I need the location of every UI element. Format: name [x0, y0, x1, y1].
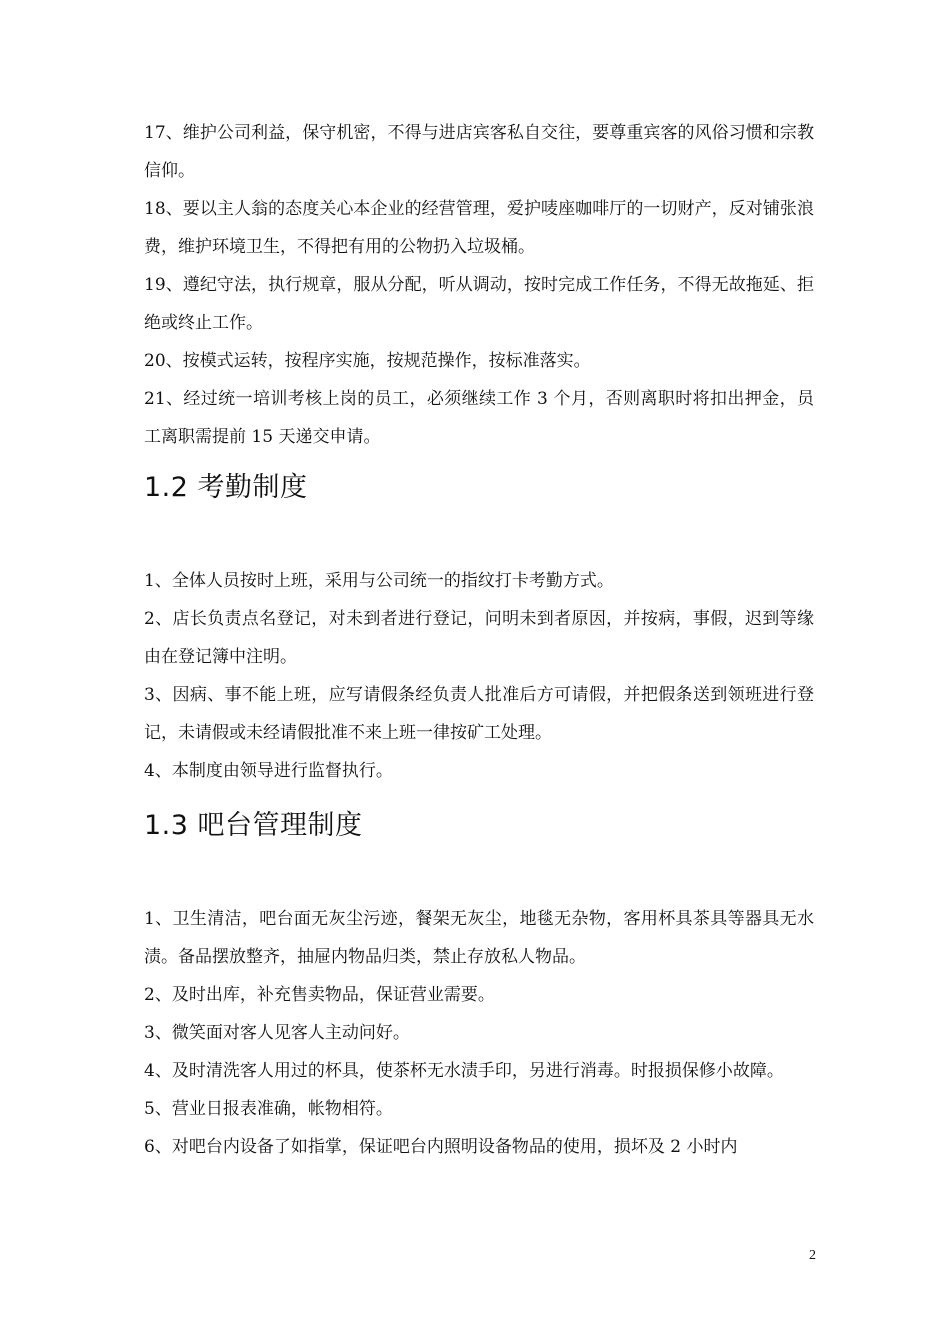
paragraph-bar-5: 5、营业日报表准确，帐物相符。 [144, 1099, 393, 1119]
paragraph-bar-6: 6、对吧台内设备了如指掌，保证吧台内照明设备物品的使用，损坏及 2 小时内 [144, 1137, 738, 1157]
paragraph-attendance-2: 2、店长负责点名登记，对未到者进行登记，问明未到者原因，并按病，事假，迟到等缘由在登记簿中注明。 [144, 609, 814, 667]
paragraph-attendance-4: 4、本制度由领导进行监督执行。 [144, 761, 393, 781]
paragraph-rule-19: 19、遵纪守法，执行规章，服从分配，听从调动，按时完成工作任务，不得无故拖延、拒绝或终止工作。 [144, 275, 814, 333]
paragraph-rule-20: 20、按模式运转，按程序实施，按规范操作，按标准落实。 [144, 351, 591, 371]
paragraph-bar-1: 1、卫生清洁，吧台面无灰尘污迹，餐架无灰尘，地毯无杂物，客用杯具茶具等器具无水渍。备品摆放整齐，抽屉内物品归类，禁止存放私人物品。 [144, 909, 814, 967]
paragraph-bar-2: 2、及时出库，补充售卖物品，保证营业需要。 [144, 985, 495, 1005]
heading-attendance: 1.2 考勤制度 [144, 472, 308, 503]
paragraph-bar-3: 3、微笑面对客人见客人主动问好。 [144, 1023, 410, 1043]
paragraph-attendance-1: 1、全体人员按时上班，采用与公司统一的指纹打卡考勤方式。 [144, 571, 614, 591]
heading-bar-management: 1.3 吧台管理制度 [144, 810, 363, 841]
page-number: 2 [809, 1248, 816, 1263]
paragraph-bar-4: 4、及时清洗客人用过的杯具，使茶杯无水渍手印，另进行消毒。时报损保修小故障。 [144, 1061, 784, 1081]
page-body [144, 114, 814, 1166]
rules-continued-section [144, 114, 814, 456]
paragraph-rule-17: 17、维护公司利益，保守机密，不得与进店宾客私自交往，要尊重宾客的风俗习惯和宗教信仰。 [144, 123, 814, 181]
attendance-section [144, 562, 814, 790]
bar-management-section [144, 900, 814, 1166]
paragraph-rule-18: 18、要以主人翁的态度关心本企业的经营管理，爱护唛座咖啡厅的一切财产，反对铺张浪费，维护环境卫生，不得把有用的公物扔入垃圾桶。 [144, 199, 814, 257]
paragraph-rule-21: 21、经过统一培训考核上岗的员工，必须继续工作 3 个月，否则离职时将扣出押金，员工离职需提前 15 天递交申请。 [144, 389, 814, 447]
paragraph-attendance-3: 3、因病、事不能上班，应写请假条经负责人批准后方可请假，并把假条送到领班进行登记，未请假或未经请假批准不来上班一律按矿工处理。 [144, 685, 814, 743]
